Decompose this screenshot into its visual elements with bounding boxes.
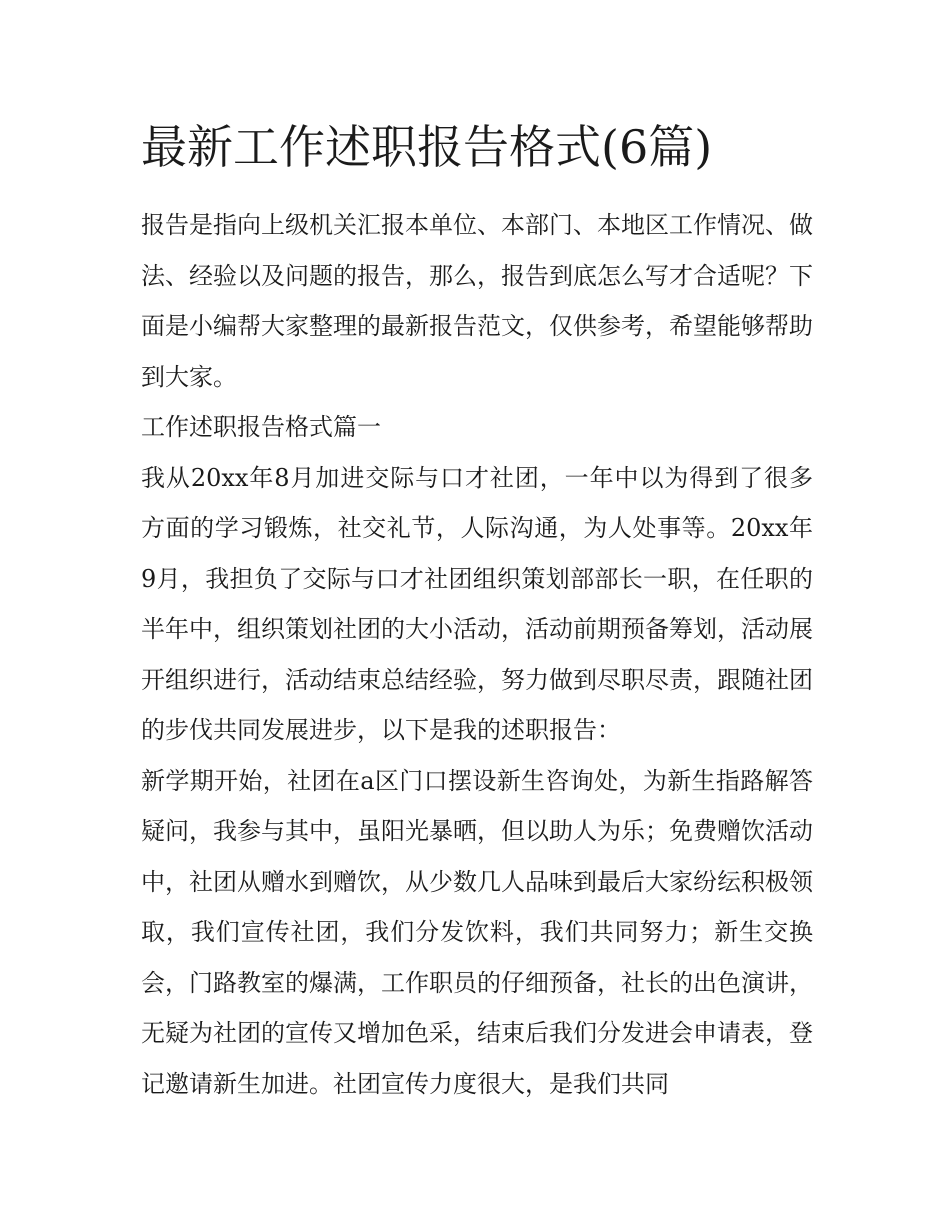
body-paragraph-1: 我从20xx年8月加进交际与口才社团，一年中以为得到了很多方面的学习锻炼，社交礼节，人际沟通，为人处事等。20xx年9月，我担负了交际与口才社团组织策划部部长一职，在任职的半年中，组织策划社团的大小活动，活动前期预备筹划，活动展开组织进行，活动结束总结经验，努力做到尽职尽责，跟随社团的步伐共同发展进步，以下是我的述职报告： — [141, 463, 813, 744]
document-title: 最新工作述职报告格式(6篇) — [141, 120, 713, 174]
body-paragraph-2: 新学期开始，社团在a区门口摆设新生咨询处，为新生指路解答疑问，我参与其中，虽阳光暴晒，但以助人为乐；免费赠饮活动中，社团从赠水到赠饮，从少数几人品味到最后大家纷纭积极领取，我们宣传社团，我们分发饮料，我们共同努力；新生交换会，门路教室的爆满，工作职员的仔细预备，社长的出色演讲，无疑为社团的宣传又增加色采，结束后我们分发进会申请表，登记邀请新生加进。社团宣传力度很大，是我们共同 — [141, 766, 813, 1098]
intro-paragraph: 报告是指向上级机关汇报本单位、本部门、本地区工作情况、做法、经验以及问题的报告，那么，报告到底怎么写才合适呢？下面是小编帮大家整理的最新报告范文，仅供参考，希望能够帮助到大家。 — [141, 211, 813, 391]
document-content — [141, 112, 813, 1109]
section-heading: 工作述职报告格式篇一 — [141, 413, 381, 441]
document-body — [141, 200, 813, 1109]
